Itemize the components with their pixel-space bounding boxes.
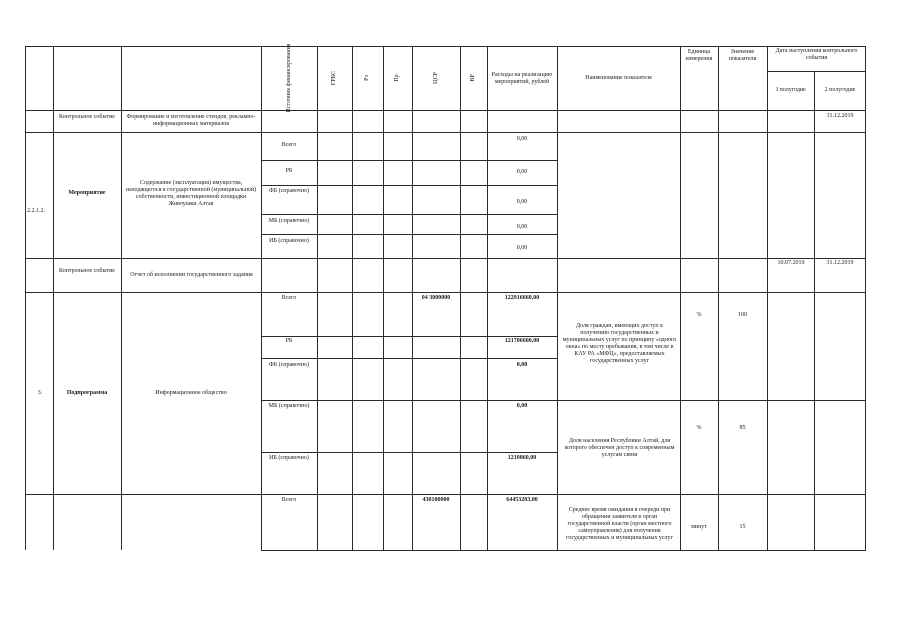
p-src-ib: ИБ (справочно) — [269, 455, 309, 461]
header-grbs: ГРБС — [331, 70, 337, 86]
row-line — [261, 185, 557, 186]
col-line — [383, 46, 384, 550]
amount-rb: 0,00 — [516, 169, 528, 175]
row-line — [25, 292, 866, 293]
indicator-3: Среднее время ожидания в очереди при обращении заявителя в орган государственной власти (орган местного самоуправления) для получения государственных и муниципальных услуг — [566, 507, 673, 541]
p-amount-vsego: 122916660,00 — [504, 295, 540, 301]
p-src-vsego: Всего — [281, 295, 297, 301]
indicator-1-unit: % — [696, 312, 702, 318]
src-fb: ФБ (справочно) — [268, 188, 310, 194]
p-src-fb: ФБ (справочно) — [268, 362, 310, 368]
last-amount: 64453203,00 — [506, 497, 538, 503]
ctrl1-type: Контрольное событие — [59, 114, 115, 120]
header-source: Источник финансирования — [286, 43, 292, 113]
ctrl2-name: Отчет об исполнении государственного задания — [130, 272, 253, 278]
row-number-2212: 2.2.1.2. — [27, 208, 45, 214]
ctrl2-date2: 31.12.2019 — [826, 260, 854, 266]
ctrl1-name: Формирование и изготовление стендов, рекламно-информационных материалов — [126, 114, 256, 127]
src-ib: ИБ (справочно) — [269, 238, 309, 244]
header-half1: I полугодие — [776, 87, 806, 93]
p-amount-mb: 0,00 — [516, 403, 528, 409]
col-line — [865, 46, 866, 550]
indicator-2-value: 85 — [739, 425, 746, 431]
src-mb: МБ (справочно) — [268, 218, 310, 224]
row-line — [261, 160, 557, 161]
row-line — [261, 452, 557, 453]
header-rz: Рз — [364, 75, 370, 81]
row-line — [261, 214, 557, 215]
row-line — [25, 494, 866, 495]
col-line — [121, 46, 122, 550]
header-control-date: Дата наступления контрольного события — [775, 48, 858, 61]
last-csr: 430100000 — [422, 497, 450, 503]
indicator-3-value: 15 — [739, 524, 746, 530]
header-csr: ЦСР — [433, 72, 439, 84]
table-header-bottom — [25, 110, 866, 111]
table-border-bottom — [261, 550, 866, 551]
indicator-1-value: 100 — [738, 312, 747, 318]
amount-mb: 0,00 — [516, 224, 528, 230]
header-indicator-name: Наименование показателя — [585, 75, 652, 81]
row-line — [261, 336, 557, 337]
row-number-3: 3. — [37, 390, 43, 396]
col-line — [317, 46, 318, 550]
meropriyatie-label: Мероприятие — [68, 190, 106, 196]
row-line — [25, 132, 866, 133]
table-border-top — [25, 46, 866, 47]
col-line — [460, 46, 461, 550]
indicator-2: Доля населения Республики Алтай, для которого обеспечен доступ к современным услугам связи — [564, 438, 675, 458]
p-csr: 04 3000000 — [421, 295, 451, 301]
header-value: Значение показателя — [728, 49, 757, 62]
row-line — [25, 258, 866, 259]
p-src-rb: РБ — [285, 338, 293, 344]
p-amount-fb: 0,00 — [516, 362, 528, 368]
col-line — [767, 46, 768, 550]
last-src-vsego: Всего — [281, 497, 297, 503]
amount-fb: 0,00 — [516, 199, 528, 205]
col-line — [557, 46, 558, 550]
col-line — [814, 71, 815, 550]
header-expenses: Расходы на реализацию мероприятий, рублей — [491, 72, 553, 85]
src-rb: РБ — [285, 168, 293, 174]
header-pr: Пр — [394, 74, 400, 82]
table-subheader-line — [767, 71, 866, 72]
podprogramma-label: Подпрограмма — [66, 390, 108, 396]
meropriyatie-name: Содержание (эксплуатация) имущества, находящегося в государственной (муниципальной) собственности, инвестиционной площадки Живоушки Алтая — [125, 180, 257, 207]
p-amount-ib: 1210060,00 — [507, 455, 537, 461]
col-line — [680, 46, 681, 550]
p-src-mb: МБ (справочно) — [268, 403, 310, 409]
podprogramma-name: Информационное общество — [155, 390, 227, 396]
ctrl2-type: Контрольное событие — [59, 268, 115, 274]
p-amount-rb: 121706600,00 — [504, 338, 540, 344]
src-vsego: Всего — [281, 142, 297, 148]
amount-ib: 0,00 — [516, 245, 528, 251]
indicator-3-unit: минут — [691, 524, 707, 530]
row-line — [261, 234, 557, 235]
ctrl1-date2: 31.12.2019 — [826, 113, 854, 119]
header-unit: Единица измерения — [685, 49, 713, 62]
col-line — [352, 46, 353, 550]
indicator-2-unit: % — [696, 425, 702, 431]
amount-vsego: 0,00 — [516, 136, 528, 142]
ctrl2-date1: 10.07.2019 — [777, 260, 805, 266]
header-vr: ВР — [470, 74, 476, 82]
header-half2: 2 полугодие — [824, 87, 856, 93]
col-line — [53, 46, 54, 550]
col-line — [25, 46, 26, 550]
col-line — [718, 46, 719, 550]
row-line — [261, 358, 557, 359]
indicator-1: Доля граждан, имеющих доступ к получению государственных и муниципальных услуг по принципу «одного окна» по месту пребывания, в том числе в КАУ РА «МФЦ», предоставляемых государственных услуг — [562, 323, 677, 364]
